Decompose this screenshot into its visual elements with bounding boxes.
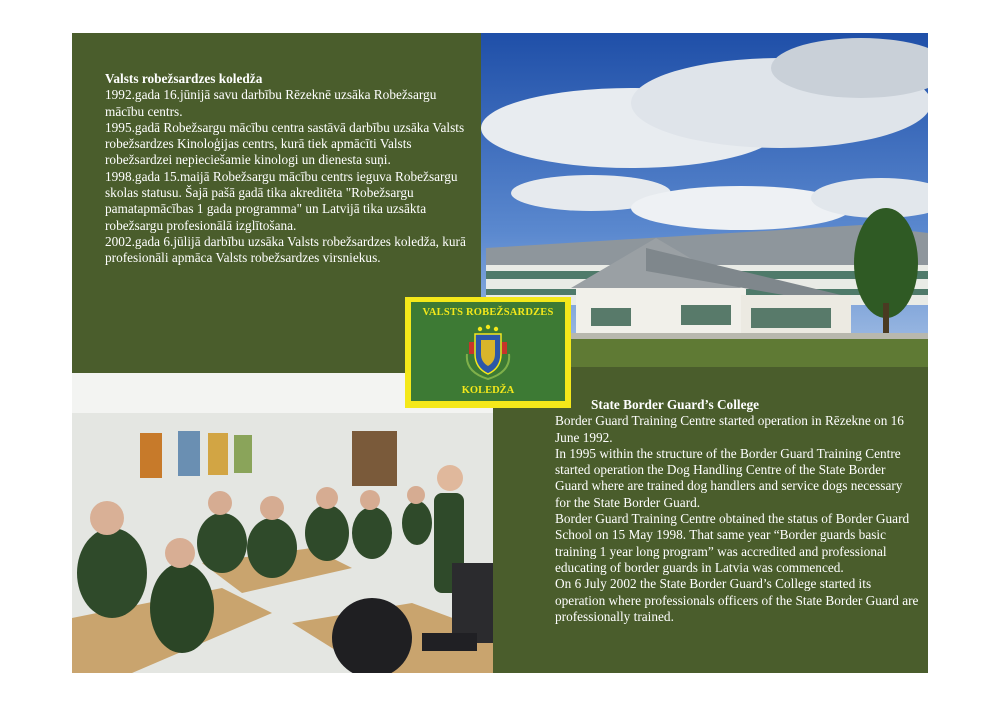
english-paragraph-2: In 1995 within the structure of the Border Guard Training Centre started operation the Dog Handling Centre of the State Border Guard where are trained dog handlers and service dogs necessary for the State Border Guard. bbox=[555, 445, 903, 510]
latvian-title: Valsts robežsardzes koledža bbox=[105, 71, 263, 86]
latvian-text-block bbox=[105, 71, 475, 267]
english-title: State Border Guard’s College bbox=[591, 397, 760, 412]
classroom-photo bbox=[72, 373, 493, 673]
english-paragraph-4: On 6 July 2002 the State Border Guard’s College started its operation where professionals officers of the State Border Guard are professionally trained. bbox=[555, 576, 919, 624]
english-text-block bbox=[555, 397, 920, 625]
page-panel bbox=[72, 33, 928, 673]
latvian-paragraph-3: 1998.gada 15.maijā Robežsargu mācību centrs ieguva Robežsargu skolas statusu. Šajā pašā gadā tika akreditēta "Robežsargu pamatapmācības 1 gada programma" un Latvijā tika uzsākta robežsargu profesionālā izglītošana. bbox=[105, 168, 458, 233]
latvian-paragraph-4: 2002.gada 6.jūlijā darbību uzsāka Valsts robežsardzes koledža, kurā profesionāli apmāca Valsts robežsardzes virsniekus. bbox=[105, 233, 466, 266]
english-paragraph-3: Border Guard Training Centre obtained the status of Border Guard School on 15 May 1998. That same year “Border guards basic training 1 year long program” was accredited and professional educating of border guards in Latvia was commenced. bbox=[555, 511, 910, 575]
latvian-paragraph-1: 1992.gada 16.jūnijā savu darbību Rēzeknē uzsāka Robežsargu mācību centrs. bbox=[105, 87, 437, 119]
flag-bottom-text: KOLEDŽA bbox=[461, 385, 515, 396]
college-flag bbox=[405, 297, 571, 408]
latvian-paragraph-2: 1995.gadā Robežsargu mācību centra sastāvā darbību uzsāka Valsts robežsardzes Kinoloģijas centrs, kurā tiek apmācīti Valsts robežsardzei nepieciešamie kinologi un dienesta suņi. bbox=[105, 119, 465, 168]
flag-top-text: VALSTS ROBEŽSARDZES bbox=[422, 307, 554, 318]
english-paragraph-1: Border Guard Training Centre started operation in Rēzekne on 16 June 1992. bbox=[555, 413, 904, 445]
flag-field bbox=[411, 302, 565, 401]
coat-of-arms-icon bbox=[461, 324, 515, 382]
